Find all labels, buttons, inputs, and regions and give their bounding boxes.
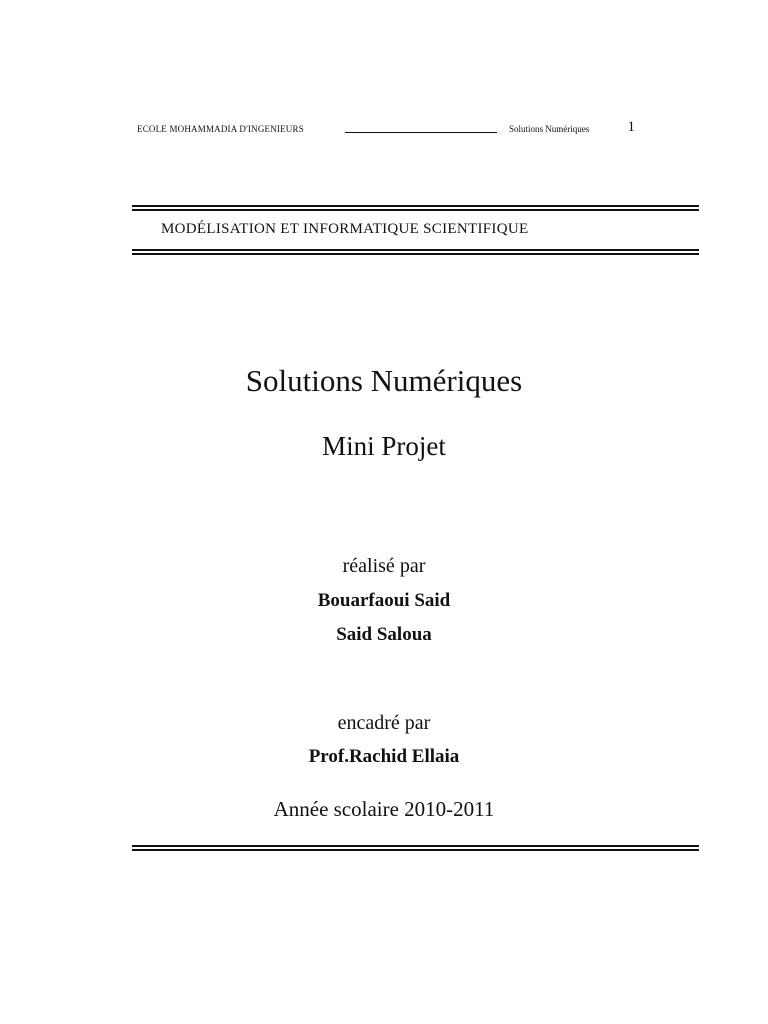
rule-line — [132, 849, 699, 851]
school-name: ECOLE MOHAMMADIA D'INGENIEURS — [137, 124, 304, 134]
rule-line — [132, 205, 699, 207]
page-number: 1 — [627, 119, 635, 135]
academic-year: Année scolaire 2010-2011 — [273, 797, 495, 821]
document-title: Solutions Numériques — [245, 363, 523, 398]
authors-label: réalisé par — [342, 555, 426, 577]
course-banner: MODÉLISATION ET INFORMATIQUE SCIENTIFIQUE — [161, 221, 529, 237]
supervisor-label: encadré par — [337, 712, 431, 734]
author-name: Said Saloua — [336, 624, 432, 645]
author-name: Bouarfaoui Said — [317, 590, 451, 611]
bottom-double-rule — [132, 845, 699, 853]
rule-line — [132, 209, 699, 211]
header-rule — [345, 132, 497, 133]
rule-line — [132, 249, 699, 251]
rule-line — [132, 253, 699, 255]
rule-line — [132, 845, 699, 847]
supervisor-name: Prof.Rachid Ellaia — [308, 746, 460, 767]
banner-bottom-double-rule — [132, 249, 699, 257]
running-title: Solutions Numériques — [509, 124, 590, 134]
running-header — [137, 120, 635, 140]
document-subtitle: Mini Projet — [322, 431, 446, 461]
top-double-rule — [132, 205, 699, 213]
